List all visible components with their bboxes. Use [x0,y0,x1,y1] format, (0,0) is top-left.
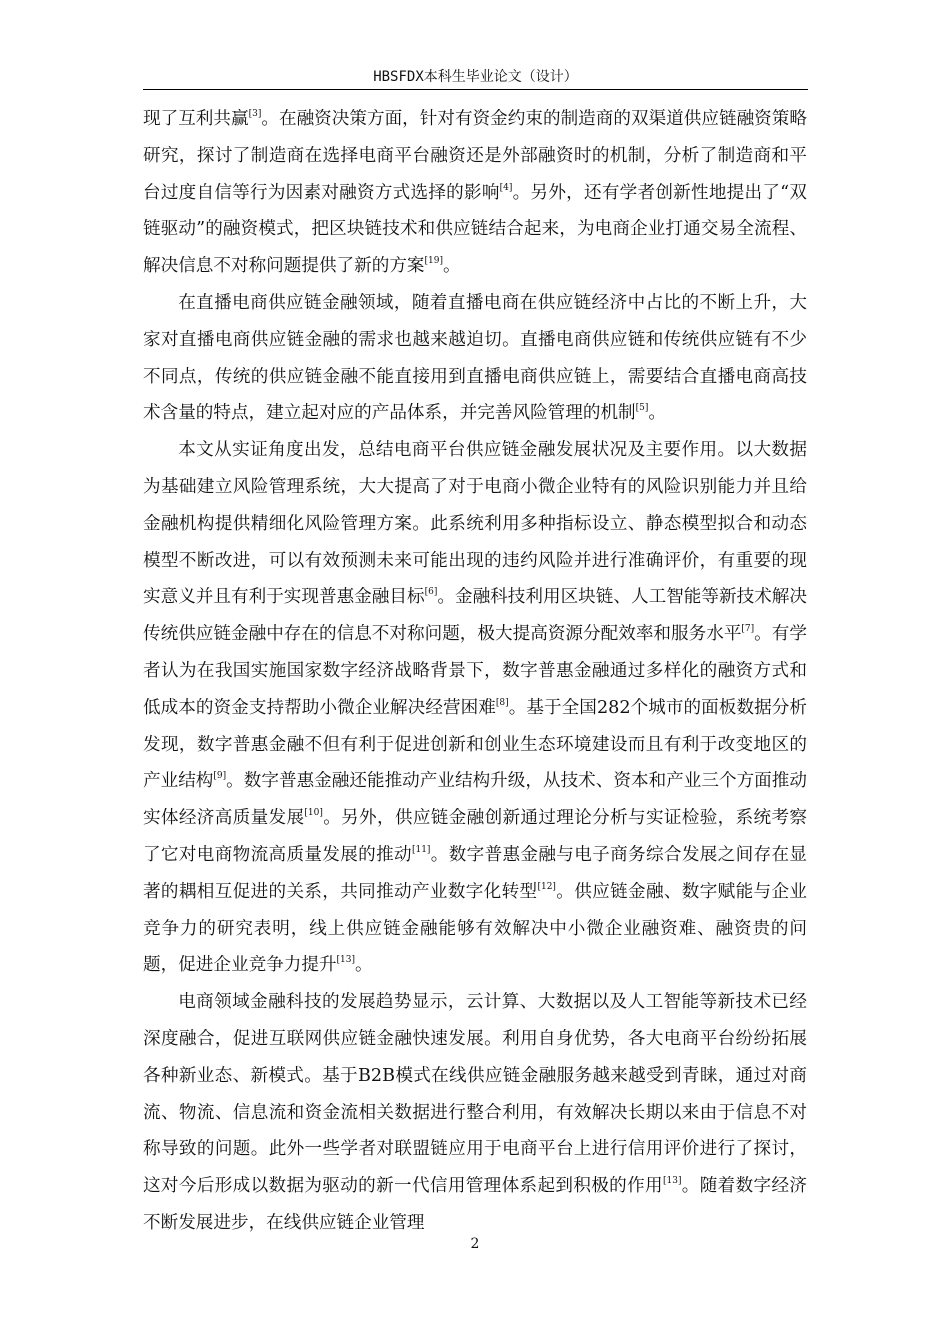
citation: [9] [213,771,227,782]
citation: [10] [304,808,323,819]
text-run: 。随着数字经济不断发展进步，在线供应链企业管理 [143,1176,807,1233]
paragraph [143,984,807,1242]
text-run: 。另外，还有学者创新性地提出了“双链驱动”的融资模式，把区块链技术和供应链结合起来，为电商企业打通交易全流程、解决信息不对称问题提供了新的方案 [143,182,807,277]
paragraph [143,285,807,432]
text-run: 现了互利共赢 [143,109,249,129]
body-text [143,101,807,1242]
citation: [6] [424,587,438,598]
text-run: 。 [355,955,373,976]
citation: [5] [635,403,649,414]
citation: [13] [336,955,356,966]
citation: [7] [741,624,755,635]
citation: [3] [248,109,262,119]
text-run: 。 [443,256,461,277]
text-run: 。供应链金融、数字赋能与企业竞争力的研究表明，线上供应链金融能够有效解决中小微企业融资难、融资贵的问题，促进企业竞争力提升 [143,881,807,976]
text-run: 。金融科技利用区块链、人工智能等新技术解决传统供应链金融中存在的信息不对称问题，极大提高资源分配效率和服务水平 [143,587,807,645]
text-run: 。数字普惠金融还能推动产业结构升级，从技术、资本和产业三个方面推动实体经济高质量发展 [143,771,807,829]
paragraph [143,101,807,285]
paragraph [143,432,807,984]
text-run: 。在融资决策方面，针对有资金约束的制造商的双渠道供应链融资策略研究，探讨了制造商在选择电商平台融资还是外部融资时的机制，分析了制造商和平台过度自信等行为因素对融资方式选择的影响 [143,109,807,203]
citation: [12] [537,881,556,892]
text-run: 。有学者认为在我国实施国家数字经济战略背景下，数字普惠金融通过多样化的融资方式和低成本的资金支持帮助小微企业解决经营困难 [143,624,807,718]
text-run: 本文从实证角度出发，总结电商平台供应链金融发展状况及主要作用。以大数据为基础建立风险管理系统，大大提高了对于电商小微企业特有的风险识别能力并且给金融机构提供精细化风险管理方案。此系统利用多种指标设立、静态模型拟合和动态模型不断改进，可以有效预测未来可能出现的违约风险并进行准确评价，有重要的现实意义并且有利于实现普惠金融目标 [143,440,807,608]
text-run: 。基于全国282个城市的面板数据分析发现，数字普惠金融不但有利于促进创新和创业生态环境建设而且有利于改变地区的产业结构 [143,697,807,792]
citation: [13] [662,1176,682,1187]
page-header: HBSFDX本科生毕业论文（设计） [143,67,808,90]
page-number: 2 [470,1236,480,1252]
citation: [8] [495,697,509,708]
text-run: 。 [648,403,666,424]
citation: [4] [499,182,513,193]
citation: [11] [411,844,431,855]
text-run: 。数字普惠金融与电子商务综合发展之间存在显著的耦相互促进的关系，共同推动产业数字化转型 [143,844,807,902]
citation: [19] [424,256,443,267]
text-run: 电商领域金融科技的发展趋势显示，云计算、大数据以及人工智能等新技术已经深度融合，促进互联网供应链金融快速发展。利用自身优势，各大电商平台纷纷拓展各种新业态、新模式。基于B2B模式在线供应链金融服务越来越受到青睐，通过对商流、物流、信息流和资金流相关数据进行整合利用，有效解决长期以来由于信息不对称导致的问题。此外一些学者对联盟链应用于电商平台上进行信用评价进行了探讨，这对今后形成以数据为驱动的新一代信用管理体系起到积极的作用 [143,992,807,1197]
text-run: 在直播电商供应链金融领域，随着直播电商在供应链经济中占比的不断上升，大家对直播电商供应链金融的需求也越来越迫切。直播电商供应链和传统供应链有不少不同点，传统的供应链金融不能直接用到直播电商供应链上，需要结合直播电商高技术含量的特点，建立起对应的产品体系，并完善风险管理的机制 [143,292,807,424]
text-run: 。另外，供应链金融创新通过理论分析与实证检验，系统考察了它对电商物流高质量发展的推动 [143,808,807,865]
